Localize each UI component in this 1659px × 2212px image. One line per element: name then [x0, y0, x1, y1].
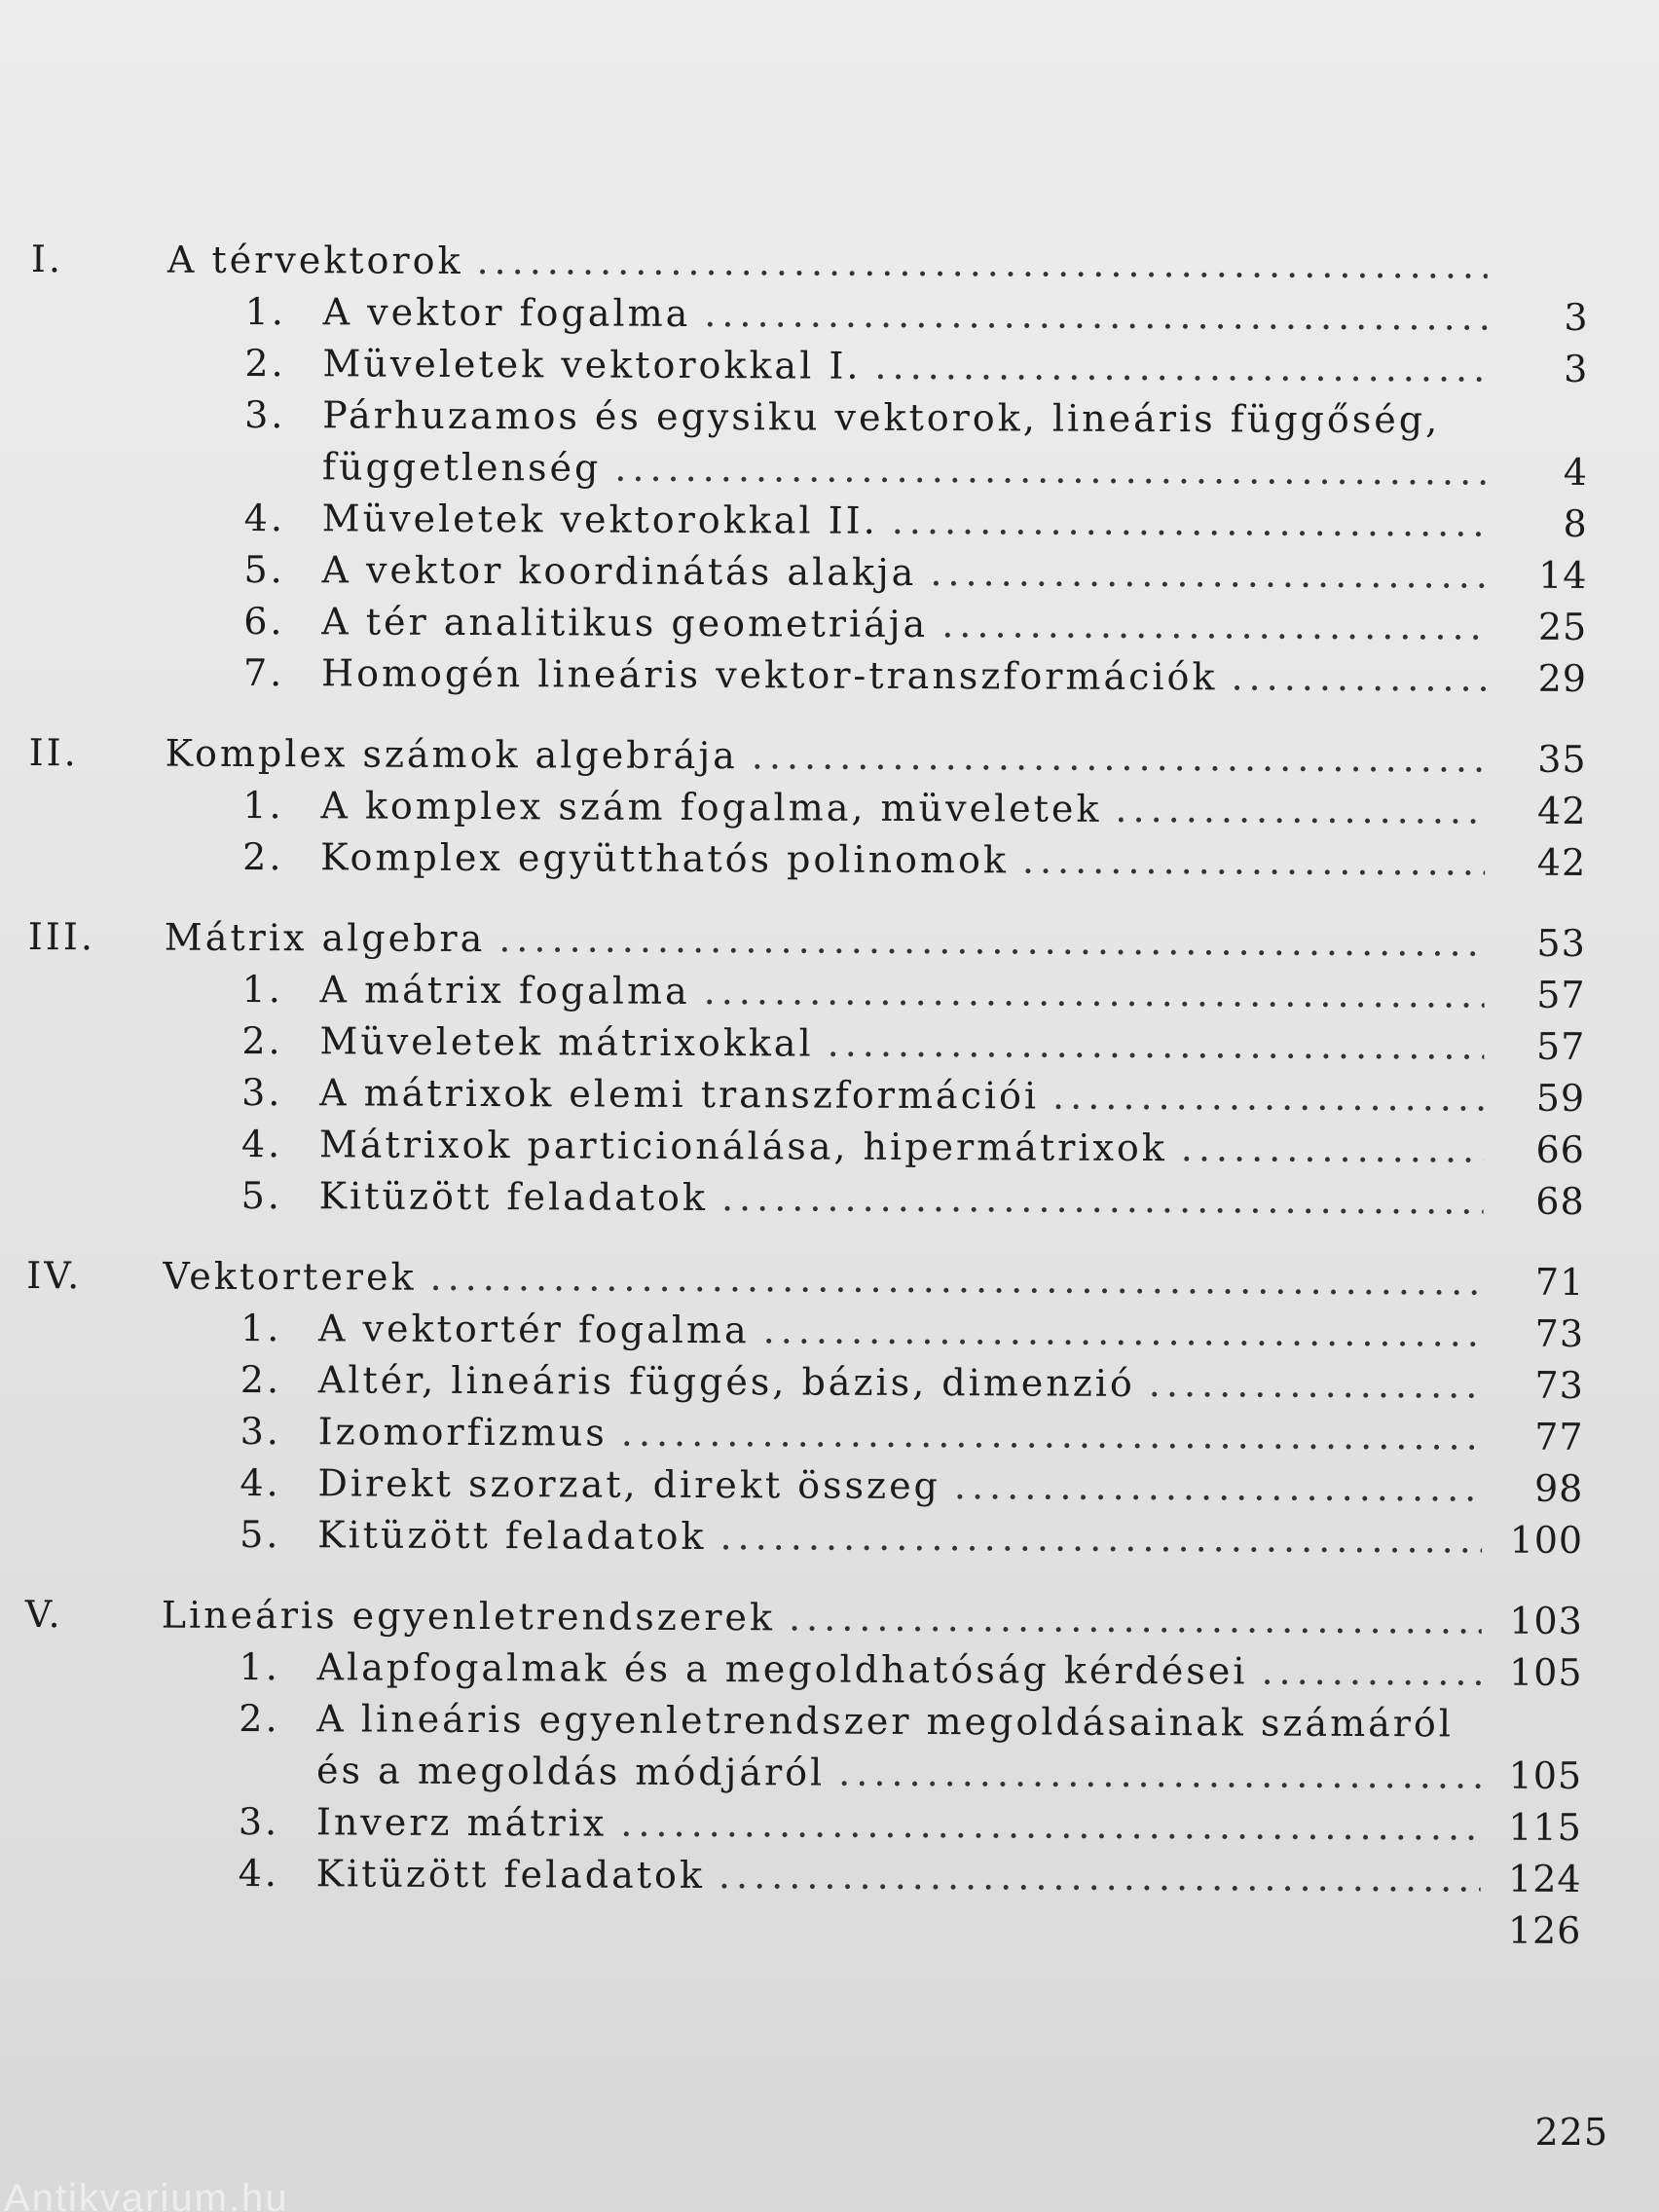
section-line — [26, 1353, 1584, 1412]
dot-leader — [1022, 834, 1486, 888]
section-line — [27, 1066, 1585, 1124]
page-number: 71 — [1534, 1260, 1585, 1304]
table-of-contents — [23, 234, 1589, 1986]
section-number: 1. — [241, 967, 283, 1012]
chapter-heading — [31, 234, 1589, 292]
dot-leader — [704, 288, 1488, 344]
section-number: 4. — [243, 496, 286, 540]
section-line — [30, 388, 1588, 447]
chapter-heading — [25, 1589, 1583, 1647]
page-number: 8 — [1563, 501, 1588, 545]
indent — [30, 375, 244, 376]
page-number: 105 — [1508, 1753, 1583, 1797]
dot-leader — [1149, 1358, 1483, 1411]
chapter-title: Mátrix algebra — [164, 915, 486, 961]
section-number: 2. — [239, 1696, 280, 1741]
section-line — [24, 1795, 1582, 1854]
section-line-continued — [30, 440, 1588, 498]
section-title: Müveletek vektorokkal II. — [321, 497, 878, 542]
indent — [29, 633, 243, 634]
section-line — [31, 285, 1589, 344]
page-number: 29 — [1537, 656, 1588, 700]
page-number: 100 — [1509, 1518, 1584, 1562]
dot-leader — [1261, 1646, 1481, 1699]
page-number: 25 — [1537, 605, 1588, 648]
watermark: Antikvarium.hu — [4, 2177, 289, 2212]
indent — [25, 1678, 240, 1679]
chapter-numeral: II. — [28, 730, 79, 775]
dot-leader — [498, 913, 1485, 969]
section-number: 3. — [238, 1799, 280, 1844]
section-title: Müveletek vektorokkal I. — [322, 342, 862, 387]
section-number: 4. — [240, 1122, 283, 1166]
section-line — [27, 1014, 1585, 1073]
chapter-numeral: V. — [24, 1592, 63, 1637]
section-line — [29, 595, 1587, 653]
page-number: 68 — [1535, 1179, 1585, 1223]
section-line — [30, 492, 1588, 550]
section-line — [28, 830, 1586, 889]
dot-leader — [763, 1305, 1484, 1359]
dot-leader — [1181, 1123, 1484, 1175]
section-line — [24, 1641, 1582, 1699]
section-title: Direkt szorzat, direkt összeg — [317, 1461, 941, 1508]
section-number: 3. — [240, 1409, 281, 1454]
chapter-heading — [26, 1250, 1584, 1309]
section-number: 3. — [241, 1070, 283, 1115]
indent — [25, 1494, 240, 1495]
indent — [28, 817, 242, 818]
chapter-1 — [29, 234, 1589, 705]
section-title: Altér, lineáris függés, bázis, dimenzió — [317, 1358, 1135, 1405]
indent — [26, 1391, 240, 1392]
indent — [27, 1104, 241, 1105]
section-number: 1. — [240, 1306, 282, 1350]
section-line — [24, 1847, 1582, 1905]
section-number: 4. — [240, 1460, 281, 1505]
section-title: Kitüzött feladatok — [318, 1174, 709, 1220]
section-line — [25, 1456, 1583, 1515]
section-title: A tér analitikus geometriája — [321, 600, 929, 646]
section-number: 2. — [244, 341, 286, 386]
indent — [30, 530, 244, 531]
dot-leader — [941, 599, 1486, 652]
indent — [28, 868, 242, 869]
section-line — [28, 963, 1586, 1021]
section-number: 3. — [244, 392, 286, 437]
chapter-heading — [29, 727, 1587, 786]
section-title: Kitüzött feladatok — [317, 1513, 707, 1559]
dot-leader — [874, 341, 1487, 395]
dot-leader — [429, 1252, 1483, 1309]
page-number: 98 — [1533, 1466, 1584, 1510]
section-title: Müveletek mátrixokkal — [319, 1019, 814, 1065]
chapter-5 — [23, 1589, 1583, 1957]
section-title: Inverz mátrix — [315, 1800, 608, 1845]
indent — [31, 323, 245, 324]
section-line — [29, 646, 1587, 705]
section-title-continued: és a megoldás módjáról — [316, 1749, 826, 1794]
dot-leader — [930, 547, 1486, 601]
indent — [24, 1730, 239, 1731]
section-title: A vektor fogalma — [322, 290, 691, 335]
section-title: A vektor koordinátás alakja — [321, 548, 917, 594]
section-line — [27, 1118, 1585, 1176]
page-number: 124 — [1508, 1857, 1582, 1900]
dot-leader — [828, 1018, 1485, 1073]
indent — [27, 1156, 241, 1157]
section-number: 5. — [240, 1173, 283, 1218]
section-title: Izomorfizmus — [317, 1410, 608, 1455]
page-number: 73 — [1534, 1363, 1584, 1407]
dot-leader — [1052, 1071, 1484, 1124]
dot-leader — [892, 496, 1487, 550]
indent — [29, 581, 243, 582]
dot-leader — [789, 1592, 1482, 1646]
section-title: A mátrix fogalma — [319, 968, 690, 1013]
section-title: Kitüzött feladatok — [315, 1852, 706, 1898]
dot-leader — [621, 1408, 1483, 1463]
section-title: Komplex együtthatós polinomok — [320, 835, 1010, 882]
section-number: 2. — [241, 1018, 283, 1063]
page-number: 126 — [1507, 1908, 1582, 1952]
chapter-numeral: I. — [30, 237, 64, 281]
page-number: 4 — [1563, 450, 1589, 494]
page-number: 3 — [1564, 295, 1589, 339]
chapter-heading — [28, 911, 1586, 970]
section-number: 5. — [240, 1512, 281, 1557]
section-title-continued: függetlenség — [321, 445, 602, 490]
dot-leader — [721, 1172, 1484, 1227]
section-title: Alapfogalmak és a megoldhatóság kérdései — [316, 1645, 1248, 1693]
indent — [27, 1207, 241, 1208]
dot-leader — [752, 730, 1486, 785]
indent — [24, 1885, 239, 1886]
dot-leader — [1115, 784, 1485, 837]
section-title: A mátrixok elemi transzformációi — [319, 1071, 1040, 1118]
section-number: 6. — [243, 599, 285, 644]
page-number: 57 — [1536, 973, 1586, 1016]
section-line — [27, 1169, 1585, 1228]
page-number: 73 — [1534, 1311, 1585, 1355]
chapter-numeral: III. — [27, 914, 96, 959]
indent — [28, 1001, 242, 1002]
indent — [23, 1936, 238, 1937]
indent — [24, 1833, 239, 1834]
section-title: Homogén lineáris vektor-transzformációk — [320, 651, 1218, 699]
section-title: Mátrixok particionálása, hipermátrixok — [318, 1123, 1167, 1170]
dot-leader — [954, 1460, 1483, 1514]
section-line-continued — [24, 1744, 1582, 1802]
section-number: 1. — [239, 1644, 280, 1689]
indent — [26, 1443, 240, 1444]
page-number: 14 — [1538, 553, 1588, 597]
indent — [27, 1052, 241, 1053]
chapter-2 — [28, 727, 1587, 889]
section-number: 5. — [243, 547, 285, 592]
dot-leader — [614, 443, 1487, 498]
section-number: 2. — [240, 1357, 282, 1402]
page-number: 53 — [1536, 921, 1586, 965]
chapter-title: A térvektorok — [166, 238, 463, 282]
section-number: 2. — [242, 834, 284, 879]
page-number: 105 — [1508, 1650, 1583, 1694]
dot-leader — [620, 1798, 1481, 1854]
indent — [24, 1782, 239, 1783]
indent — [29, 684, 243, 685]
page-number: 57 — [1535, 1024, 1586, 1068]
chapter-title: Komplex számok algebrája — [165, 731, 738, 778]
indent — [30, 426, 244, 427]
chapter-title: Lineáris egyenletrendszerek — [161, 1593, 776, 1640]
page-number: 3 — [1564, 347, 1589, 390]
section-number: 4. — [238, 1851, 280, 1896]
section-number: 1. — [244, 289, 287, 334]
trailing-page-line — [23, 1899, 1581, 1957]
section-line — [26, 1302, 1584, 1360]
section-line — [25, 1508, 1583, 1567]
section-number: 7. — [242, 650, 285, 695]
page-number: 42 — [1536, 840, 1587, 884]
dot-leader — [1231, 651, 1486, 704]
section-number: 1. — [242, 783, 284, 828]
page-number: 103 — [1509, 1599, 1583, 1642]
section-title: A komplex szám fogalma, müveletek — [320, 784, 1102, 830]
folio-page-number: 225 — [1534, 2111, 1608, 2154]
section-line — [30, 337, 1588, 395]
section-line — [28, 779, 1586, 837]
section-title: A vektortér fogalma — [318, 1307, 750, 1352]
section-line — [24, 1692, 1582, 1751]
dot-leader — [476, 236, 1488, 292]
dot-leader — [719, 1511, 1482, 1566]
section-line — [26, 1405, 1584, 1463]
section-line — [29, 543, 1587, 602]
section-title: A lineáris egyenletrendszer megoldásainak számáról — [316, 1697, 1455, 1746]
indent — [25, 1546, 240, 1547]
page-number: 115 — [1508, 1805, 1582, 1849]
chapter-3 — [27, 911, 1586, 1228]
section-title: Párhuzamos és egysiku vektorok, lineáris függőség, — [322, 393, 1441, 442]
chapter-4 — [25, 1250, 1584, 1567]
page-number: 66 — [1535, 1127, 1586, 1171]
chapter-title: Vektorterek — [163, 1254, 417, 1299]
dot-leader — [719, 1850, 1481, 1904]
page-number: 59 — [1535, 1076, 1586, 1120]
dot-leader — [838, 1748, 1481, 1802]
indent — [26, 1340, 240, 1341]
dot-leader — [704, 966, 1485, 1020]
page-number: 42 — [1536, 789, 1587, 832]
indent — [30, 478, 244, 479]
chapter-numeral: IV. — [26, 1253, 83, 1298]
page-number: 35 — [1537, 737, 1587, 781]
page-number: 77 — [1534, 1415, 1584, 1458]
